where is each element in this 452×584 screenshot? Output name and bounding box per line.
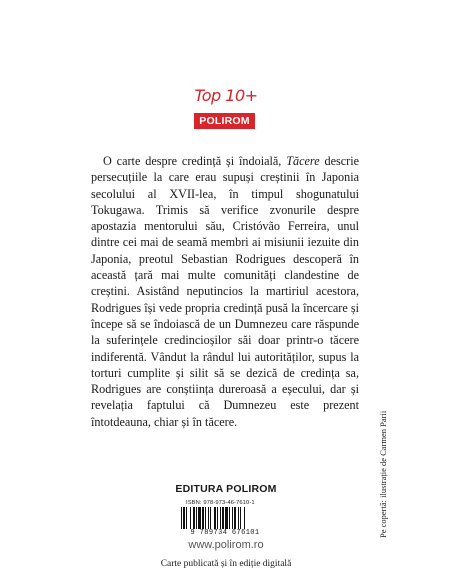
digital-edition-note: Carte publicată și în ediție digitală	[160, 559, 292, 569]
cover-illustration-credit: Pe copertă: ilustrație de Carmen Parii	[378, 410, 388, 538]
blurb-intro: O carte despre credință și îndoială,	[103, 154, 287, 168]
series-mark: Top 10+	[194, 86, 258, 105]
blurb-book-title: Tăcere	[286, 154, 320, 168]
barcode-icon	[180, 507, 270, 529]
barcode-digits: 9 789734 676101	[190, 529, 260, 537]
back-cover-blurb	[91, 153, 359, 430]
blurb-body: descrie persecuțiile la care erau supuși creștinii în Japonia secolului al XVII-lea, în timpul shogunatului Tokugawa. Trimis să verifice zvonurile despre apostazia mentorului său, Cristóvão Ferreira, unul dintre cei mai de seamă membri ai misiunii iezuite din Japonia, preotul Sebastian Rodrigues descoperă în această țară mai multe comunități clandestine de creștini. Asistând neputincios la martiriul acestora, Rodrigues își vede propria credință pusă la încercare și începe să se îndoiască de un Dumnezeu care răspunde la suferințele credincioșilor săi doar printr-o tăcere indiferentă. Vândut la rândul lui autorităților, supus la torturi cumplite și silit să se dezică de credința sa, Rodrigues are conștiința dureroasă a eșecului, dar și revelația faptului că Dumnezeu este prezent întotdeauna, chiar și în tăcere.	[91, 154, 359, 429]
brand-logo: POLIROM	[194, 113, 255, 129]
publisher-name: EDITURA POLIROM	[175, 483, 277, 495]
publisher-website: www.polirom.ro	[188, 539, 264, 551]
isbn-label: ISBN: 978-973-46-7610-1	[186, 500, 255, 506]
